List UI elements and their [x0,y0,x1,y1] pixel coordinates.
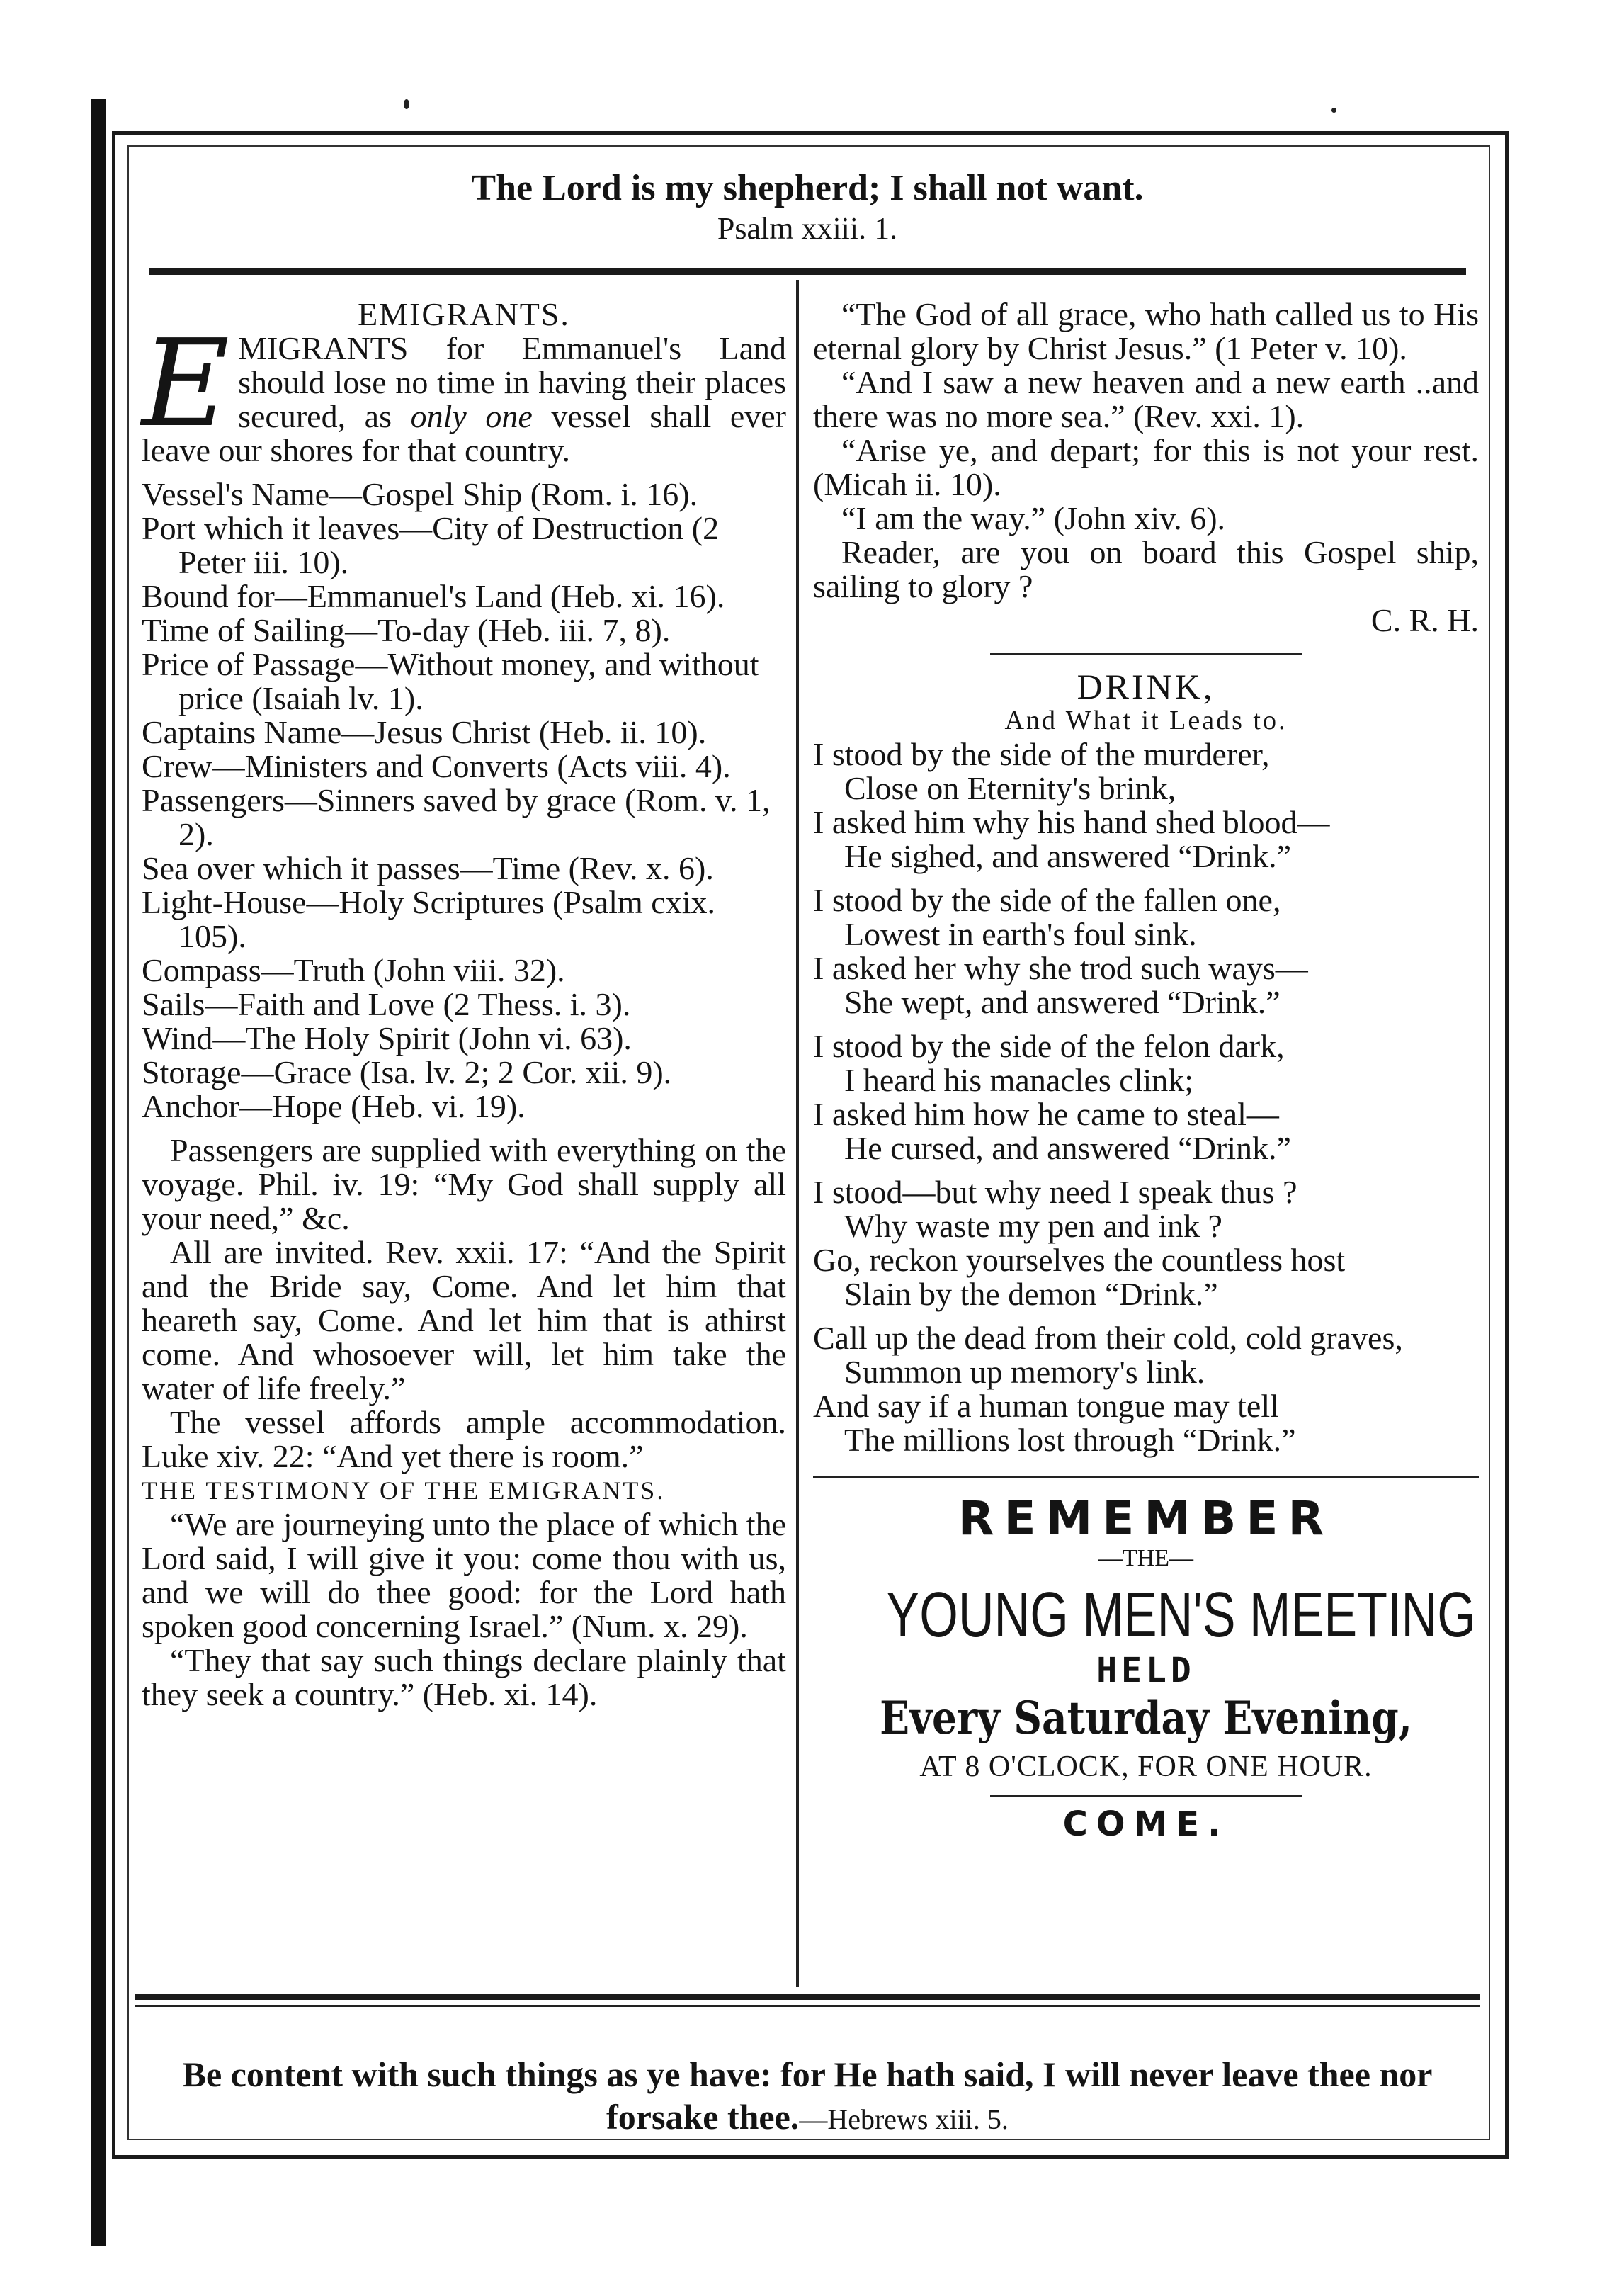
header-motto [127,166,1487,247]
ship-list-item: Bound for—Emmanuel's Land (Heb. xi. 16). [142,578,725,614]
poem-line: Lowest in earth's foul sink. [844,916,1197,952]
poem-line: I asked him why his hand shed blood— [813,804,1330,840]
column-divider [796,280,799,1987]
ship-list-item: Vessel's Name—Gospel Ship (Rom. i. 16). [142,476,698,512]
poem-line: I stood by the side of the murderer, [813,736,1270,772]
intro-suffix: vessel shall ever leave our shores for that country. [142,398,786,468]
page-spine-edge [91,99,106,2246]
come-label: COME. [1062,1804,1230,1844]
poem-stanza [813,737,1479,873]
signature: C. R. H. [1370,602,1479,638]
section-rule [990,653,1302,655]
the-label: —THE— [1098,1545,1194,1571]
header-motto-text: The Lord is my shepherd; I shall not want. [471,168,1144,208]
ship-list-item: Anchor—Hope (Heb. vi. 19). [142,1088,526,1124]
poem-stanza [813,883,1479,1019]
meeting-notice [813,1491,1479,1844]
drop-cap: E [142,314,230,454]
footer-reference: —Hebrews xiii. 5. [799,2103,1009,2135]
poem-line: Call up the dead from their cold, cold graves, [813,1320,1403,1356]
testimony-heading: THE TESTIMONY OF THE EMIGRANTS. [142,1476,666,1505]
drink-title: DRINK, [1077,667,1215,706]
poem-line: Go, reckon yourselves the countless host [813,1242,1346,1278]
quote-3: “Arise ye, and depart; for this is not your rest. (Micah ii. 10). [813,432,1479,502]
right-column [813,296,1479,1844]
emigrants-heading: EMIGRANTS. [358,296,570,332]
poem-line: Slain by the demon “Drink.” [844,1276,1218,1312]
poem-line: Why waste my pen and ink ? [844,1208,1222,1244]
paragraph-supplied: Passengers are supplied with everything on the voyage. Phil. iv. 19: “My God shall supply all your need,” &c. [142,1132,786,1236]
quote-4: “I am the way.” (John xiv. 6). [841,500,1226,536]
ship-list-item: Captains Name—Jesus Christ (Heb. ii. 10). [142,714,707,750]
meeting-title: YOUNG MEN'S MEETING [886,1580,1476,1651]
poem-line: And say if a human tongue may tell [813,1388,1279,1424]
poem-stanza [813,1029,1479,1165]
drink-subtitle: And What it Leads to. [1004,706,1288,735]
poem-line: I stood by the side of the felon dark, [813,1028,1285,1064]
poem-line: I heard his manacles clink; [844,1062,1194,1098]
ship-list-item: Price of Passage—Without money, and without price (Isaiah lv. 1). [142,646,759,716]
notice-short-rule [990,1795,1302,1797]
drink-poem [813,737,1479,1457]
meeting-day: Every Saturday Evening, [880,1692,1412,1745]
print-speck [1331,108,1336,113]
poem-line: She wept, and answered “Drink.” [844,984,1281,1020]
header-reference: Psalm xxiii. 1. [717,211,898,246]
print-speck [404,99,409,109]
poem-line: I stood—but why need I speak thus ? [813,1174,1297,1210]
paragraph-accommodation: The vessel affords ample accommodation. Luke xiv. 22: “And yet there is room.” [142,1404,786,1474]
poem-stanza [813,1321,1479,1457]
intro-emphasis: only one [410,398,533,434]
poem-line: I stood by the side of the fallen one, [813,882,1281,918]
left-column [142,298,786,1712]
footer-motto [127,2053,1487,2141]
notice-rule [813,1476,1479,1478]
poem-line: I asked him how he came to steal— [813,1096,1279,1132]
poem-stanza [813,1175,1479,1311]
ship-list-item: Wind—The Holy Spirit (John vi. 63). [142,1020,632,1056]
remember-heading: REMEMBER [958,1491,1334,1546]
meeting-time: AT 8 O'CLOCK, FOR ONE HOUR. [919,1751,1373,1783]
quote-5: Reader, are you on board this Gospel ship, sailing to glory ? [813,534,1479,604]
ship-list-item: Light-House—Holy Scriptures (Psalm cxix. 105). [142,884,716,954]
poem-line: He cursed, and answered “Drink.” [844,1130,1291,1166]
ship-list-item: Sails—Faith and Love (2 Thess. i. 3). [142,986,631,1022]
header-rule [149,268,1466,275]
quote-1: “The God of all grace, who hath called us to His eternal glory by Christ Jesus.” (1 Peter v. 10). [813,296,1479,366]
poem-line: He sighed, and answered “Drink.” [844,838,1291,874]
footer-rule-top [135,1994,1480,2000]
emigrants-intro [142,314,786,468]
intro-prefix: MIGRANTS for Emmanuel's Land should lose no time in having their places secured, as [238,330,786,434]
ship-list-item: Crew—Ministers and Converts (Acts viii. 4). [142,748,731,784]
ship-list-item: Time of Sailing—To-day (Heb. iii. 7, 8). [142,612,671,648]
paragraph-invited: All are invited. Rev. xxii. 17: “And the Spirit and the Bride say, Come. And let him that heareth say, Come. And let him that is athirst come. And whosoever will, let him take the water of life freely.” [142,1234,786,1406]
poem-line: I asked her why she trod such ways— [813,950,1308,986]
ship-list-item: Sea over which it passes—Time (Rev. x. 6). [142,850,714,886]
quote-2: “And I saw a new heaven and a new earth ..and there was no more sea.” (Rev. xxi. 1). [813,364,1479,434]
poem-line: The millions lost through “Drink.” [844,1422,1296,1458]
ship-list-item: Storage—Grace (Isa. lv. 2; 2 Cor. xii. 9). [142,1054,672,1090]
ship-list-item: Passengers—Sinners saved by grace (Rom. v. 1, 2). [142,782,771,852]
ship-list-item: Port which it leaves—City of Destruction (2 Peter iii. 10). [142,510,720,580]
poem-line: Summon up memory's link. [844,1354,1205,1390]
poem-line: Close on Eternity's brink, [844,770,1176,806]
testimony-1: “We are journeying unto the place of which the Lord said, I will give it you: come thou with us, and we will do thee good: for the Lord hath spoken good concerning Israel.” (Num. x. 29). [142,1506,786,1644]
footer-text: Be content with such things as ye have: for He hath said, I will never leave thee nor forsake thee. [182,2054,1433,2137]
ship-list [142,477,786,1124]
testimony-2: “They that say such things declare plainly that they seek a country.” (Heb. xi. 14). [142,1642,786,1712]
held-label: HELD [1096,1651,1196,1690]
footer-rule-bottom [135,2005,1480,2007]
ship-list-item: Compass—Truth (John viii. 32). [142,952,565,988]
